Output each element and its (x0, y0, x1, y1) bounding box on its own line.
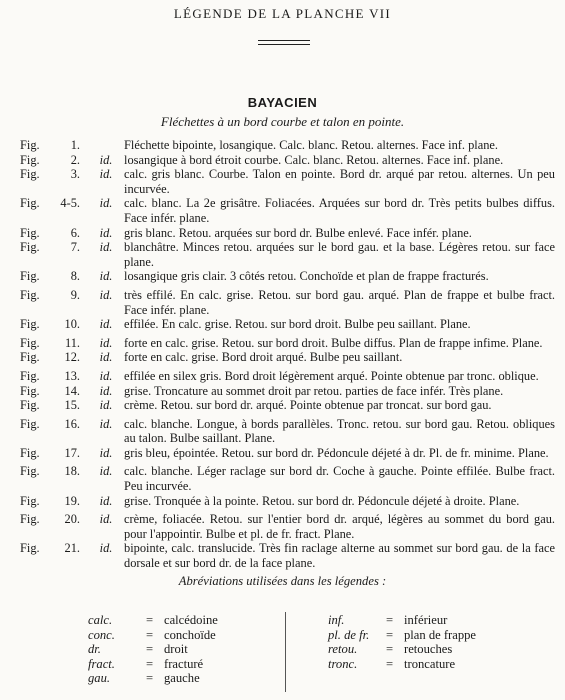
abbreviation-meaning: conchoïde (164, 627, 216, 642)
figure-number: 9. (70, 287, 80, 302)
figure-label: Fig. (20, 350, 40, 365)
figure-number: 10. (64, 317, 80, 332)
figure-number: 4-5. (60, 196, 80, 211)
figure-number: 19. (64, 493, 80, 508)
figure-description: grise. Tronquée à la pointe. Retou. sur bord dr. Pédoncule déjeté à droite. Plane. (124, 493, 520, 508)
abbreviation-row (328, 613, 476, 628)
figure-number: 7. (70, 240, 80, 255)
header-rule (258, 44, 310, 45)
figure-label: Fig. (20, 138, 40, 152)
figure-idem: id. (99, 445, 113, 460)
figure-entry (20, 512, 555, 541)
figure-label: Fig. (20, 152, 40, 167)
figure-entry (20, 269, 555, 284)
abbreviation-row (328, 628, 476, 643)
equals-sign: = (386, 613, 394, 627)
figure-description: très effilé. En calc. grise. Retou. sur bord gau. arqué. Plan de frappe et bulbe fract. Face infér. plane. (124, 287, 555, 317)
figure-entry (20, 369, 555, 384)
figure-entry (20, 317, 555, 332)
figure-idem: id. (99, 383, 113, 398)
figure-idem: id. (99, 225, 113, 240)
figure-idem: id. (99, 368, 113, 383)
figure-entry (20, 196, 555, 225)
figure-label: Fig. (20, 287, 40, 302)
figure-list (20, 138, 555, 571)
abbreviation-row (88, 657, 218, 672)
figure-entry (20, 226, 555, 241)
header-rule (258, 40, 310, 41)
figure-entry (20, 288, 555, 317)
figure-entry (20, 153, 555, 168)
figure-idem: id. (99, 464, 113, 479)
figure-number: 18. (64, 464, 80, 479)
abbreviation-meaning: troncature (404, 656, 456, 671)
figure-description: gris bleu, épointée. Retou. sur bord dr. Pédoncule déjeté à dr. Pl. de fr. minime. Plane. (124, 445, 549, 460)
figure-label: Fig. (20, 196, 40, 211)
figure-label: Fig. (20, 383, 40, 398)
figure-idem: id. (99, 269, 113, 284)
figure-label: Fig. (20, 167, 40, 182)
figure-label: Fig. (20, 464, 40, 479)
figure-entry (20, 446, 555, 461)
figure-description: gris blanc. Retou. arquées sur bord dr. Bulbe enlevé. Face infér. plane. (124, 225, 472, 240)
abbreviation-row (88, 671, 218, 686)
figure-number: 15. (64, 398, 80, 413)
abbreviation-row (328, 642, 476, 657)
figure-idem: id. (99, 287, 113, 302)
figure-idem: id. (99, 350, 113, 365)
figure-entry (20, 494, 555, 509)
abbreviation-row (88, 628, 218, 643)
figure-description: calc. blanche. Longue, à bords parallèles. Tronc. retou. sur bord gau. Retou. obliques au talon. Bulbe saillant. Plane. (124, 416, 555, 446)
figure-number: 20. (64, 512, 80, 527)
equals-sign: = (146, 613, 154, 627)
figure-number: 17. (64, 445, 80, 460)
figure-description: grise. Troncature au sommet droit par retou. parties de face infér. Très plane. (124, 383, 504, 398)
figure-label: Fig. (20, 368, 40, 383)
figure-idem: id. (99, 240, 113, 255)
plate-legend-header: LÉGENDE DE LA PLANCHE VII (173, 6, 392, 21)
figure-label: Fig. (20, 225, 40, 240)
figure-idem: id. (99, 335, 113, 350)
figure-number: 13. (64, 368, 80, 383)
figure-description: blanchâtre. Minces retou. arquées sur le bord gau. et la base. Légères retou. sur face plane. (124, 240, 555, 269)
figure-description: effilée. En calc. grise. Retou. sur bord droit. Bulbe peu saillant. Plane. (124, 317, 471, 332)
abbreviation-row (88, 642, 218, 657)
figure-label: Fig. (20, 445, 40, 460)
figure-description: losangique à bord étroit courbe. Calc. blanc. Retou. alternes. Face inf. plane. (124, 152, 504, 167)
equals-sign: = (386, 656, 394, 671)
figure-description: calc. blanc. La 2e grisâtre. Foliacées. Arquées sur bord dr. Très petits bulbes diffus. Face infér. plane. (124, 196, 555, 225)
figure-entry (20, 384, 555, 399)
abbreviation: retou. (328, 642, 358, 657)
figure-description: crème, foliacée. Retou. sur l'entier bord dr. arqué, légères au sommet du bord gau. pour l'appointir. Bulbe et pl. de fr. fract. Plane. (124, 512, 555, 541)
abbreviation-meaning: gauche (164, 671, 200, 686)
figure-label: Fig. (20, 541, 40, 556)
figure-entry (20, 167, 555, 196)
section-title: BAYACIEN (247, 95, 318, 110)
figure-number: 3. (70, 167, 80, 182)
figure-label: Fig. (20, 335, 40, 350)
figure-number: 1. (70, 138, 80, 152)
figure-label: Fig. (20, 416, 40, 431)
abbreviation-meaning: fracturé (164, 656, 204, 671)
figure-label: Fig. (20, 512, 40, 527)
figure-label: Fig. (20, 269, 40, 284)
abbreviation: gau. (88, 671, 111, 686)
figure-label: Fig. (20, 240, 40, 255)
equals-sign: = (386, 627, 394, 642)
figure-entry (20, 138, 555, 153)
abbreviation-meaning: droit (164, 642, 188, 657)
figure-description: losangique gris clair. 3 côtés retou. Conchoïde et plan de frappe fracturés. (124, 269, 489, 284)
abbreviation-meaning: plan de frappe (404, 627, 477, 642)
figure-number: 16. (64, 416, 80, 431)
equals-sign: = (146, 627, 154, 642)
figure-number: 2. (70, 152, 80, 167)
abbreviation: conc. (88, 627, 115, 642)
abbreviation-meaning: retouches (404, 642, 453, 657)
figure-idem: id. (99, 416, 113, 431)
equals-sign: = (146, 656, 154, 671)
figure-number: 21. (64, 541, 80, 556)
figure-number: 14. (64, 383, 80, 398)
figure-description: bipointe, calc. translucide. Très fin raclage alterne au sommet sur bord gau. de la face dorsale et sur bord dr. de la face plane. (124, 541, 555, 571)
abbreviation: fract. (88, 656, 115, 671)
figure-entry (20, 336, 555, 351)
figure-description: Fléchette bipointe, losangique. Calc. blanc. Retou. alternes. Face inf. plane. (124, 138, 499, 152)
figure-label: Fig. (20, 317, 40, 332)
figure-entry (20, 541, 555, 570)
abbreviations-right-column (328, 613, 476, 671)
abbreviation-meaning: inférieur (404, 613, 448, 627)
figure-entry (20, 417, 555, 446)
figure-description: calc. gris blanc. Courbe. Talon en pointe. Bord dr. arqué par retou. alternes. Un peu incurvée. (124, 167, 555, 196)
abbreviation: calc. (88, 613, 113, 627)
figure-description: effilée en silex gris. Bord droit légèrement arqué. Pointe obtenue par tronc. oblique. (124, 368, 539, 383)
figure-idem: id. (99, 196, 113, 211)
equals-sign: = (386, 642, 394, 657)
abbreviation-meaning: calcédoine (164, 613, 218, 627)
figure-entry (20, 240, 555, 269)
figure-description: forte en calc. grise. Bord droit arqué. Bulbe peu saillant. (124, 350, 403, 365)
abbreviations-divider (285, 612, 286, 692)
figure-idem: id. (99, 493, 113, 508)
figure-description: calc. blanche. Léger raclage sur bord dr. Coche à gauche. Pointe effilée. Bulbe fract. Peu incurvée. (124, 464, 555, 494)
abbreviation: inf. (328, 613, 345, 627)
figure-description: crème. Retou. sur bord dr. arqué. Pointe obtenue par troncat. sur bord gau. (124, 398, 492, 413)
figure-entry (20, 464, 555, 493)
figure-idem: id. (99, 512, 113, 527)
figure-idem: id. (99, 152, 113, 167)
figure-idem: id. (99, 167, 113, 182)
figure-number: 6. (70, 225, 80, 240)
figure-idem: id. (99, 317, 113, 332)
abbreviations-title: Abréviations utilisées dans les légendes : (178, 574, 387, 588)
abbreviation: tronc. (328, 656, 358, 671)
equals-sign: = (146, 671, 154, 686)
equals-sign: = (146, 642, 154, 657)
abbreviation-row (328, 657, 476, 672)
figure-number: 11. (64, 335, 80, 350)
abbreviation: dr. (88, 642, 101, 657)
figure-description: forte en calc. grise. Retou. sur bord droit. Bulbe diffus. Plan de frappe infime. Plane. (124, 335, 543, 350)
figure-idem: id. (99, 541, 113, 556)
figure-entry (20, 398, 555, 413)
figure-idem: id. (99, 398, 113, 413)
figure-label: Fig. (20, 493, 40, 508)
figure-entry (20, 350, 555, 365)
abbreviation: pl. de fr. (328, 627, 370, 642)
figure-label: Fig. (20, 398, 40, 413)
figure-number: 8. (70, 269, 80, 284)
abbreviation-row (88, 613, 218, 628)
abbreviations-left-column (88, 613, 218, 686)
section-subtitle: Fléchettes à un bord courbe et talon en pointe. (160, 114, 405, 129)
figure-number: 12. (64, 350, 80, 365)
